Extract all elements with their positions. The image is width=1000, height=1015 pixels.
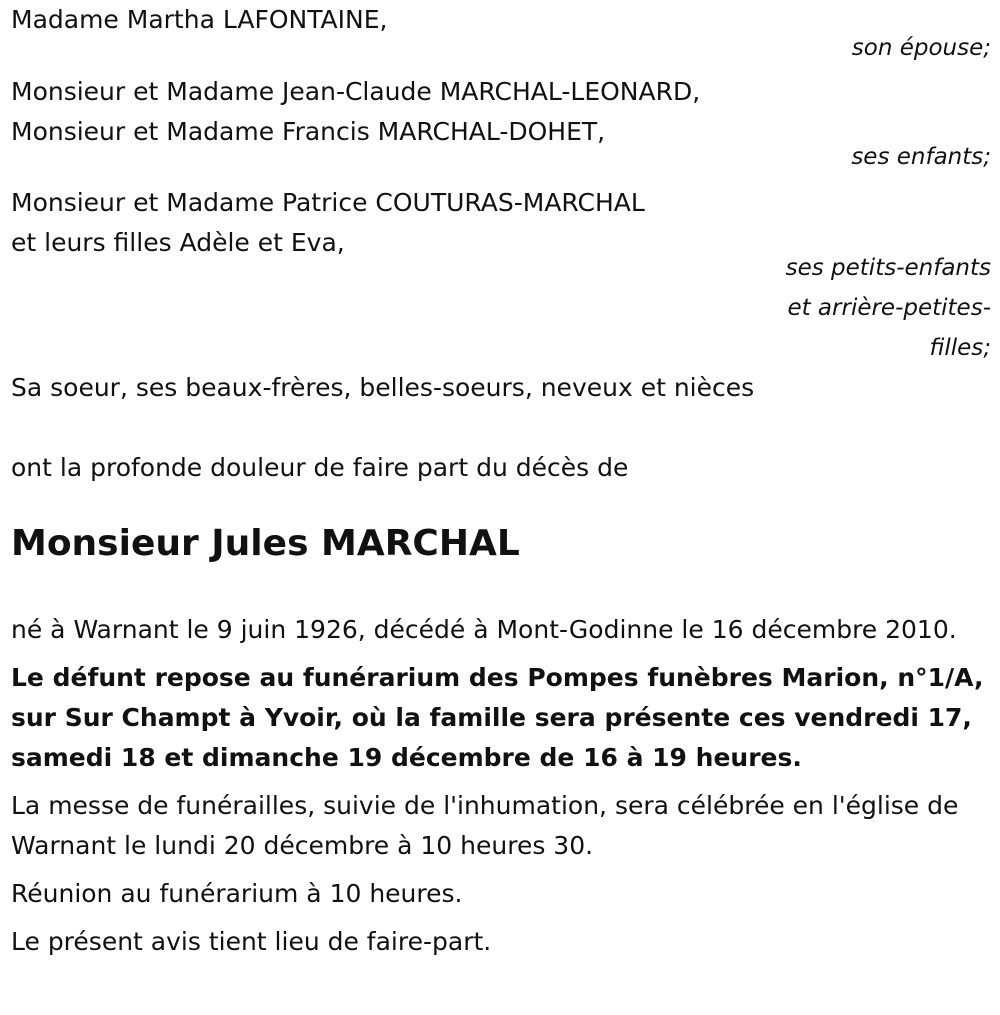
- mass-notice: La messe de funérailles, suivie de l'inhumation, sera célébrée en l'église de Warnant le lundi 20 décembre à 10 heures 30.: [11, 791, 959, 860]
- meeting-notice: Réunion au funérarium à 10 heures.: [11, 879, 463, 908]
- repose-notice: Le défunt repose au funérarium des Pompes funèbres Marion, n°1/A, sur Sur Champt à Yvoir, où la famille sera présente ces vendredi 17, samedi 18 et dimanche 19 décembre de 16 à 19 heures.: [11, 663, 984, 772]
- widow-name: Madame Martha LAFONTAINE,: [11, 5, 388, 34]
- siblings-line: Sa soeur, ses beaux-frères, belles-soeurs, neveux et nièces: [11, 373, 755, 402]
- grandchildren-relation-3: filles;: [929, 335, 991, 361]
- widow-relation: son épouse;: [851, 35, 991, 61]
- announcement-line: ont la profonde douleur de faire part du décès de: [11, 453, 629, 482]
- deceased-name: Monsieur Jules MARCHAL: [11, 523, 520, 564]
- child-2-name: Monsieur et Madame Francis MARCHAL-DOHET,: [11, 117, 606, 146]
- grandchild-daughters: et leurs filles Adèle et Eva,: [11, 228, 345, 257]
- grandchildren-relation-2: et arrière-petites-: [787, 295, 991, 321]
- grandchild-family-name: Monsieur et Madame Patrice COUTURAS-MARCHAL: [11, 188, 645, 217]
- birth-death-info: né à Warnant le 9 juin 1926, décédé à Mont-Godinne le 16 décembre 2010.: [11, 615, 957, 644]
- closing-notice: Le présent avis tient lieu de faire-part.: [11, 927, 492, 956]
- grandchildren-relation-1: ses petits-enfants: [785, 255, 991, 281]
- children-relation: ses enfants;: [851, 144, 991, 170]
- child-1-name: Monsieur et Madame Jean-Claude MARCHAL-LEONARD,: [11, 77, 701, 106]
- obituary-document: [11, 0, 991, 962]
